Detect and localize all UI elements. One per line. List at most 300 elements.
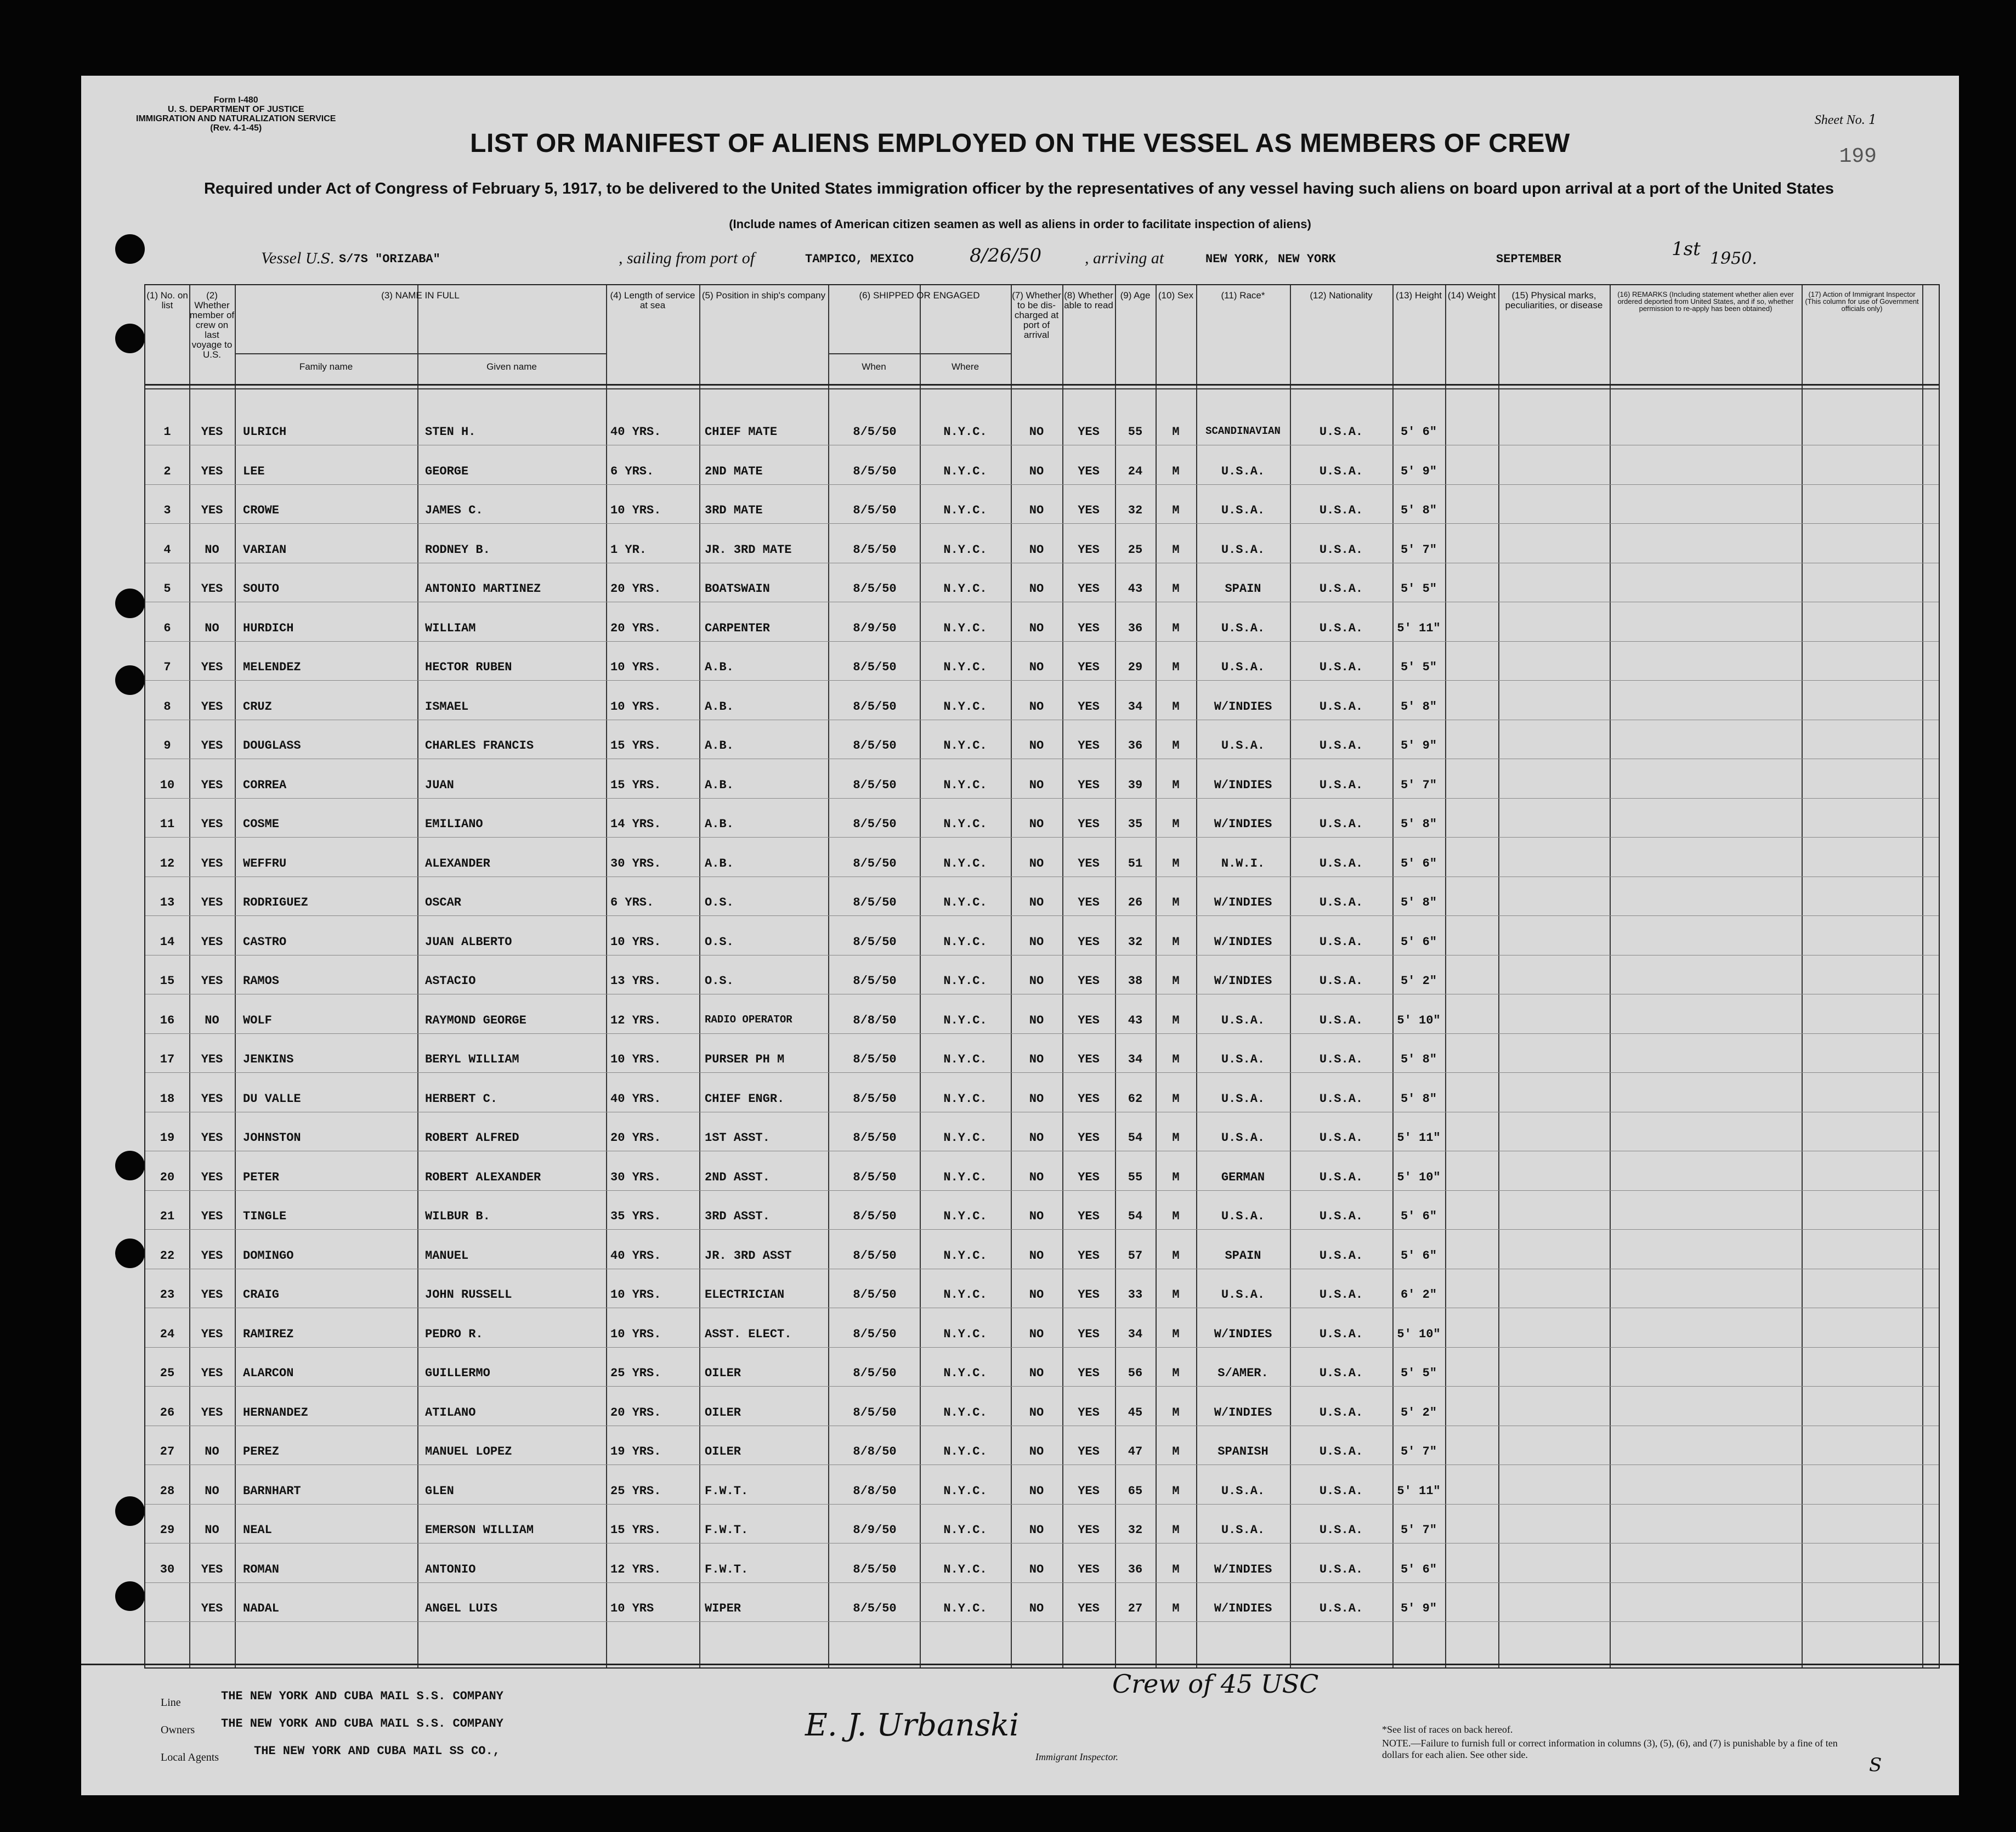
cell-given: ANGEL LUIS <box>425 1602 498 1615</box>
cell-age: 47 <box>1128 1445 1143 1458</box>
cell-last: YES <box>201 1366 223 1380</box>
col-17-header: (17) Action of Immigrant Inspector (This column for use of Government officials only) <box>1805 290 1919 313</box>
cell-service: 15 YRS. <box>610 778 661 792</box>
cell-sex: M <box>1172 817 1180 831</box>
cell-age: 26 <box>1128 896 1143 909</box>
cell-no: 14 <box>160 935 175 949</box>
cell-nationality: U.S.A. <box>1319 582 1363 596</box>
cell-where: N.Y.C. <box>943 856 987 870</box>
cell-last: YES <box>201 739 223 753</box>
inspector-signature: E. J. Urbanski <box>805 1707 1020 1743</box>
cell-last: YES <box>201 582 223 596</box>
cell-race: U.S.A. <box>1221 621 1265 635</box>
cell-when: 8/5/50 <box>853 1562 897 1576</box>
cell-service: 12 YRS. <box>610 1013 661 1027</box>
cell-discharged: NO <box>1029 1366 1044 1380</box>
row-rule <box>145 680 1939 681</box>
cell-family: CRAIG <box>243 1288 280 1302</box>
row-rule <box>145 1582 1939 1583</box>
col-14-header: (14) Weight <box>1447 290 1496 301</box>
cell-age: 29 <box>1128 660 1143 674</box>
cell-service: 6 YRS. <box>610 464 654 478</box>
arrival-year: 1950. <box>1710 249 1757 268</box>
cell-position: OILER <box>705 1445 741 1458</box>
cell-discharged: NO <box>1029 1288 1044 1302</box>
given-name-header: Given name <box>486 361 537 372</box>
cell-height: 5' 5" <box>1400 582 1437 596</box>
cell-no: 27 <box>160 1445 175 1458</box>
cell-no: 22 <box>160 1248 175 1263</box>
cell-where: N.Y.C. <box>943 464 987 478</box>
cell-last: YES <box>201 1092 223 1106</box>
cell-discharged: NO <box>1029 739 1044 753</box>
cell-height: 5' 8" <box>1400 504 1437 517</box>
col-3-header: (3) NAME IN FULL <box>381 290 460 301</box>
cell-last: NO <box>205 1484 219 1498</box>
cell-when: 8/5/50 <box>853 1248 897 1263</box>
cell-age: 32 <box>1128 504 1143 517</box>
cell-given: ALEXANDER <box>425 856 490 870</box>
cell-service: 10 YRS. <box>610 504 661 517</box>
cell-given: GLEN <box>425 1484 454 1498</box>
col-11-header: (11) Race* <box>1221 290 1265 301</box>
cell-position: F.W.T. <box>705 1523 749 1537</box>
cell-family: DOMINGO <box>243 1248 294 1263</box>
cell-discharged: NO <box>1029 504 1044 517</box>
cell-read: YES <box>1078 935 1100 949</box>
cell-when: 8/5/50 <box>853 896 897 909</box>
cell-service: 10 YRS. <box>610 660 661 674</box>
cell-height: 5' 7" <box>1400 1523 1437 1537</box>
punch-hole <box>115 589 145 618</box>
cell-family: RAMIREZ <box>243 1327 294 1341</box>
cell-sex: M <box>1172 582 1180 596</box>
cell-nationality: U.S.A. <box>1319 974 1363 988</box>
cell-no: 29 <box>160 1523 175 1537</box>
col-5-header: (5) Position in ship's company <box>701 290 826 301</box>
cell-sex: M <box>1172 1484 1180 1498</box>
cell-position: O.S. <box>705 935 734 949</box>
cell-family: CORREA <box>243 778 287 792</box>
cell-last: YES <box>201 425 223 439</box>
cell-last: YES <box>201 1327 223 1341</box>
cell-when: 8/5/50 <box>853 1131 897 1145</box>
cell-no: 18 <box>160 1092 175 1106</box>
cell-family: CASTRO <box>243 935 287 949</box>
cell-where: N.Y.C. <box>943 1484 987 1498</box>
cell-service: 40 YRS. <box>610 1092 661 1106</box>
cell-sex: M <box>1172 699 1180 714</box>
cell-nationality: U.S.A. <box>1319 817 1363 831</box>
cell-nationality: U.S.A. <box>1319 425 1363 439</box>
cell-read: YES <box>1078 1053 1100 1066</box>
cell-when: 8/5/50 <box>853 935 897 949</box>
cell-age: 36 <box>1128 739 1143 753</box>
cell-given: WILBUR B. <box>425 1209 490 1223</box>
cell-sex: M <box>1172 1288 1180 1302</box>
cell-service: 15 YRS. <box>610 739 661 753</box>
cell-when: 8/5/50 <box>853 817 897 831</box>
cell-last: YES <box>201 464 223 478</box>
cell-where: N.Y.C. <box>943 1327 987 1341</box>
cell-where: N.Y.C. <box>943 1445 987 1458</box>
cell-service: 40 YRS. <box>610 425 661 439</box>
cell-race: S/AMER. <box>1217 1366 1269 1380</box>
cell-where: N.Y.C. <box>943 1013 987 1027</box>
cell-race: W/INDIES <box>1214 1562 1272 1576</box>
cell-no: 13 <box>160 896 175 909</box>
cell-last: YES <box>201 699 223 714</box>
cell-family: ALARCON <box>243 1366 294 1380</box>
cell-family: HURDICH <box>243 621 294 635</box>
cell-position: F.W.T. <box>705 1484 749 1498</box>
departure-date: 8/26/50 <box>970 245 1042 267</box>
cell-last: NO <box>205 1523 219 1537</box>
cell-service: 13 YRS. <box>610 974 661 988</box>
cell-family: PEREZ <box>243 1445 280 1458</box>
col-16-header: (16) REMARKS (Including statement whether alien ever ordered deported from United States, and if so, whether permission to re-apply has been obtained) <box>1617 290 1794 313</box>
cell-service: 35 YRS. <box>610 1209 661 1223</box>
cell-age: 34 <box>1128 699 1143 714</box>
sheet-number: Sheet No. 1 <box>1814 112 1877 127</box>
row-rule <box>145 837 1939 838</box>
cell-position: CHIEF ENGR. <box>705 1092 785 1106</box>
cell-age: 35 <box>1128 817 1143 831</box>
cell-position: O.S. <box>705 896 734 909</box>
cell-age: 32 <box>1128 935 1143 949</box>
cell-read: YES <box>1078 1562 1100 1576</box>
cell-where: N.Y.C. <box>943 1248 987 1263</box>
cell-when: 8/5/50 <box>853 1170 897 1184</box>
page-title: LIST OR MANIFEST OF ALIENS EMPLOYED ON THE VESSEL AS MEMBERS OF CREW <box>470 129 1570 158</box>
col-13-header: (13) Height <box>1395 290 1442 301</box>
local-agents-value: THE NEW YORK AND CUBA MAIL SS CO., <box>254 1744 500 1758</box>
cell-where: N.Y.C. <box>943 1170 987 1184</box>
row-rule <box>145 798 1939 799</box>
cell-last: YES <box>201 1170 223 1184</box>
punch-hole <box>115 1496 145 1526</box>
cell-height: 5' 9" <box>1400 739 1437 753</box>
cell-age: 45 <box>1128 1405 1143 1420</box>
revision: (Rev. 4-1-45) <box>210 123 262 133</box>
cell-height: 5' 5" <box>1400 1366 1437 1380</box>
cell-age: 34 <box>1128 1327 1143 1341</box>
cell-when: 8/5/50 <box>853 504 897 517</box>
cell-height: 5' 9" <box>1400 1602 1437 1615</box>
cell-last: YES <box>201 1131 223 1145</box>
cell-where: N.Y.C. <box>943 1209 987 1223</box>
cell-service: 30 YRS. <box>610 856 661 870</box>
owners-label: Owners <box>161 1724 195 1736</box>
cell-where: N.Y.C. <box>943 1092 987 1106</box>
cell-read: YES <box>1078 1131 1100 1145</box>
cell-nationality: U.S.A. <box>1319 1288 1363 1302</box>
cell-sex: M <box>1172 1366 1180 1380</box>
cell-sex: M <box>1172 542 1180 557</box>
cell-family: CROWE <box>243 504 280 517</box>
cell-nationality: U.S.A. <box>1319 896 1363 909</box>
cell-given: BERYL WILLIAM <box>425 1053 519 1066</box>
cell-when: 8/5/50 <box>853 974 897 988</box>
cell-height: 5' 9" <box>1400 464 1437 478</box>
cell-service: 15 YRS. <box>610 1523 661 1537</box>
cell-discharged: NO <box>1029 621 1044 635</box>
cell-race: U.S.A. <box>1221 1053 1265 1066</box>
punch-hole <box>115 1239 145 1268</box>
cell-discharged: NO <box>1029 856 1044 870</box>
cell-age: 32 <box>1128 1523 1143 1537</box>
col-7-header: (7) Whether to be dis-charged at port of arrival <box>1012 290 1061 340</box>
cell-height: 5' 2" <box>1400 1405 1437 1420</box>
cell-race: SPANISH <box>1217 1445 1269 1458</box>
cell-last: YES <box>201 660 223 674</box>
cell-sex: M <box>1172 1053 1180 1066</box>
punch-hole <box>115 324 145 353</box>
cell-family: HERNANDEZ <box>243 1405 308 1420</box>
cell-family: SOUTO <box>243 582 280 596</box>
cell-age: 62 <box>1128 1092 1143 1106</box>
cell-when: 8/5/50 <box>853 739 897 753</box>
cell-age: 24 <box>1128 464 1143 478</box>
cell-race: W/INDIES <box>1214 1405 1272 1420</box>
cell-read: YES <box>1078 1248 1100 1263</box>
cell-height: 5' 8" <box>1400 699 1437 714</box>
cell-service: 1 YR. <box>610 542 647 557</box>
cell-where: N.Y.C. <box>943 896 987 909</box>
cell-no: 9 <box>163 739 171 753</box>
cell-age: 51 <box>1128 856 1143 870</box>
cell-where: N.Y.C. <box>943 1366 987 1380</box>
cell-discharged: NO <box>1029 1170 1044 1184</box>
cell-sex: M <box>1172 1327 1180 1341</box>
cell-read: YES <box>1078 1602 1100 1615</box>
cell-when: 8/5/50 <box>853 778 897 792</box>
cell-service: 20 YRS. <box>610 1131 661 1145</box>
cell-age: 34 <box>1128 1053 1143 1066</box>
cell-given: ROBERT ALFRED <box>425 1131 519 1145</box>
cell-no: 15 <box>160 974 175 988</box>
punch-hole <box>115 1581 145 1611</box>
department: U. S. DEPARTMENT OF JUSTICE <box>167 105 304 114</box>
cell-given: EMERSON WILLIAM <box>425 1523 534 1537</box>
cell-service: 30 YRS. <box>610 1170 661 1184</box>
col-10-header: (10) Sex <box>1158 290 1194 301</box>
cell-where: N.Y.C. <box>943 1288 987 1302</box>
cell-race: U.S.A. <box>1221 1013 1265 1027</box>
cell-position: JR. 3RD MATE <box>705 542 792 557</box>
cell-sex: M <box>1172 856 1180 870</box>
cell-service: 20 YRS. <box>610 1405 661 1420</box>
cell-read: YES <box>1078 542 1100 557</box>
cell-nationality: U.S.A. <box>1319 699 1363 714</box>
arrival-day: 1st <box>1672 238 1701 260</box>
cell-sex: M <box>1172 1445 1180 1458</box>
owners-value: THE NEW YORK AND CUBA MAIL S.S. COMPANY <box>221 1717 503 1731</box>
punch-hole <box>115 1151 145 1180</box>
cell-age: 36 <box>1128 621 1143 635</box>
cell-last: YES <box>201 817 223 831</box>
cell-nationality: U.S.A. <box>1319 621 1363 635</box>
races-note: *See list of races on back hereof. <box>1382 1724 1513 1735</box>
cell-sex: M <box>1172 1170 1180 1184</box>
cell-discharged: NO <box>1029 1248 1044 1263</box>
cell-height: 5' 8" <box>1400 1053 1437 1066</box>
cell-sex: M <box>1172 504 1180 517</box>
subtitle-note: (Include names of American citizen seamen as well as aliens in order to facilitate inspection of aliens) <box>729 217 1311 231</box>
cell-nationality: U.S.A. <box>1319 1248 1363 1263</box>
cell-read: YES <box>1078 699 1100 714</box>
cell-family: NEAL <box>243 1523 272 1537</box>
cell-where: N.Y.C. <box>943 582 987 596</box>
cell-when: 8/5/50 <box>853 1092 897 1106</box>
vessel-name: S/7S "ORIZABA" <box>339 252 440 266</box>
cell-given: HECTOR RUBEN <box>425 660 512 674</box>
cell-service: 6 YRS. <box>610 896 654 909</box>
cell-where: N.Y.C. <box>943 425 987 439</box>
cell-no: 4 <box>163 542 171 557</box>
row-rule <box>145 1504 1939 1505</box>
row-rule <box>145 1072 1939 1073</box>
cell-race: U.S.A. <box>1221 1131 1265 1145</box>
cell-position: A.B. <box>705 739 734 753</box>
cell-discharged: NO <box>1029 1327 1044 1341</box>
cell-nationality: U.S.A. <box>1319 504 1363 517</box>
cell-discharged: NO <box>1029 1602 1044 1615</box>
cell-height: 5' 8" <box>1400 1092 1437 1106</box>
cell-last: YES <box>201 856 223 870</box>
cell-position: CHIEF MATE <box>705 425 778 439</box>
cell-race: W/INDIES <box>1214 935 1272 949</box>
cell-no: 5 <box>163 582 171 596</box>
cell-nationality: U.S.A. <box>1319 1523 1363 1537</box>
cell-position: ASST. ELECT. <box>705 1327 792 1341</box>
cell-sex: M <box>1172 935 1180 949</box>
cell-last: YES <box>201 1602 223 1615</box>
cell-no: 23 <box>160 1288 175 1302</box>
cell-discharged: NO <box>1029 1445 1044 1458</box>
cell-discharged: NO <box>1029 1562 1044 1576</box>
cell-read: YES <box>1078 817 1100 831</box>
cell-position: O.S. <box>705 974 734 988</box>
cell-read: YES <box>1078 856 1100 870</box>
cell-discharged: NO <box>1029 542 1044 557</box>
row-rule <box>145 641 1939 642</box>
cell-no: 11 <box>160 817 175 831</box>
cell-discharged: NO <box>1029 582 1044 596</box>
cell-where: N.Y.C. <box>943 1405 987 1420</box>
cell-position: JR. 3RD ASST <box>705 1248 792 1263</box>
cell-sex: M <box>1172 1523 1180 1537</box>
cell-position: OILER <box>705 1366 741 1380</box>
cell-height: 5' 11" <box>1397 1484 1441 1498</box>
cell-no: 3 <box>163 504 171 517</box>
col-15-header: (15) Physical marks, peculiarities, or disease <box>1505 290 1603 310</box>
cell-sex: M <box>1172 660 1180 674</box>
cell-age: 43 <box>1128 582 1143 596</box>
cell-given: JAMES C. <box>425 504 483 517</box>
cell-race: W/INDIES <box>1214 1602 1272 1615</box>
cell-read: YES <box>1078 464 1100 478</box>
row-rule <box>145 523 1939 524</box>
cell-height: 5' 11" <box>1397 1131 1441 1145</box>
cell-service: 14 YRS. <box>610 817 661 831</box>
cell-sex: M <box>1172 1562 1180 1576</box>
cell-given: JUAN <box>425 778 454 792</box>
cell-discharged: NO <box>1029 1405 1044 1420</box>
cell-read: YES <box>1078 974 1100 988</box>
cell-discharged: NO <box>1029 1131 1044 1145</box>
cell-age: 54 <box>1128 1209 1143 1223</box>
cell-when: 8/5/50 <box>853 542 897 557</box>
cell-height: 5' 6" <box>1400 1209 1437 1223</box>
col-8-header: (8) Whether able to read <box>1064 290 1113 310</box>
cell-no: 6 <box>163 621 171 635</box>
cell-height: 5' 7" <box>1400 1445 1437 1458</box>
family-name-header: Family name <box>299 361 353 372</box>
cell-sex: M <box>1172 1405 1180 1420</box>
cell-age: 43 <box>1128 1013 1143 1027</box>
line-label: Line <box>161 1697 181 1709</box>
cell-given: ISMAEL <box>425 699 469 714</box>
cell-position: A.B. <box>705 778 734 792</box>
cell-family: VARIAN <box>243 542 287 557</box>
cell-given: EMILIANO <box>425 817 483 831</box>
local-agents-label: Local Agents <box>161 1751 219 1763</box>
cell-last: NO <box>205 542 219 557</box>
corner-mark: S <box>1869 1754 1882 1776</box>
cell-age: 55 <box>1128 1170 1143 1184</box>
col-6-header: (6) SHIPPED OR ENGAGED <box>859 290 980 301</box>
cell-height: 5' 5" <box>1400 660 1437 674</box>
cell-where: N.Y.C. <box>943 1562 987 1576</box>
cell-sex: M <box>1172 1602 1180 1615</box>
cell-read: YES <box>1078 1405 1100 1420</box>
cell-position: ELECTRICIAN <box>705 1288 785 1302</box>
col-1-header: (1) No. on list <box>146 290 188 310</box>
cell-no: 30 <box>160 1562 175 1576</box>
cell-when: 8/8/50 <box>853 1013 897 1027</box>
cell-family: DU VALLE <box>243 1092 301 1106</box>
inspector-label: Immigrant Inspector. <box>1035 1751 1118 1762</box>
row-rule <box>145 915 1939 916</box>
cell-given: GEORGE <box>425 464 469 478</box>
cell-sex: M <box>1172 1013 1180 1027</box>
cell-given: HERBERT C. <box>425 1092 498 1106</box>
cell-last: YES <box>201 1405 223 1420</box>
cell-race: U.S.A. <box>1221 504 1265 517</box>
cell-family: ROMAN <box>243 1562 280 1576</box>
cell-where: N.Y.C. <box>943 699 987 714</box>
cell-service: 10 YRS. <box>610 1053 661 1066</box>
row-rule <box>145 1190 1939 1191</box>
cell-no: 25 <box>160 1366 175 1380</box>
cell-where: N.Y.C. <box>943 817 987 831</box>
cell-read: YES <box>1078 896 1100 909</box>
cell-last: YES <box>201 1209 223 1223</box>
cell-race: W/INDIES <box>1214 1327 1272 1341</box>
punch-hole <box>115 234 145 264</box>
cell-read: YES <box>1078 504 1100 517</box>
cell-sex: M <box>1172 425 1180 439</box>
cell-sex: M <box>1172 1131 1180 1145</box>
cell-no: 8 <box>163 699 171 714</box>
cell-given: OSCAR <box>425 896 462 909</box>
cell-given: ASTACIO <box>425 974 476 988</box>
cell-service: 10 YRS <box>610 1602 654 1615</box>
cell-given: ANTONIO MARTINEZ <box>425 582 541 596</box>
line-value: THE NEW YORK AND CUBA MAIL S.S. COMPANY <box>221 1689 503 1703</box>
cell-sex: M <box>1172 1209 1180 1223</box>
